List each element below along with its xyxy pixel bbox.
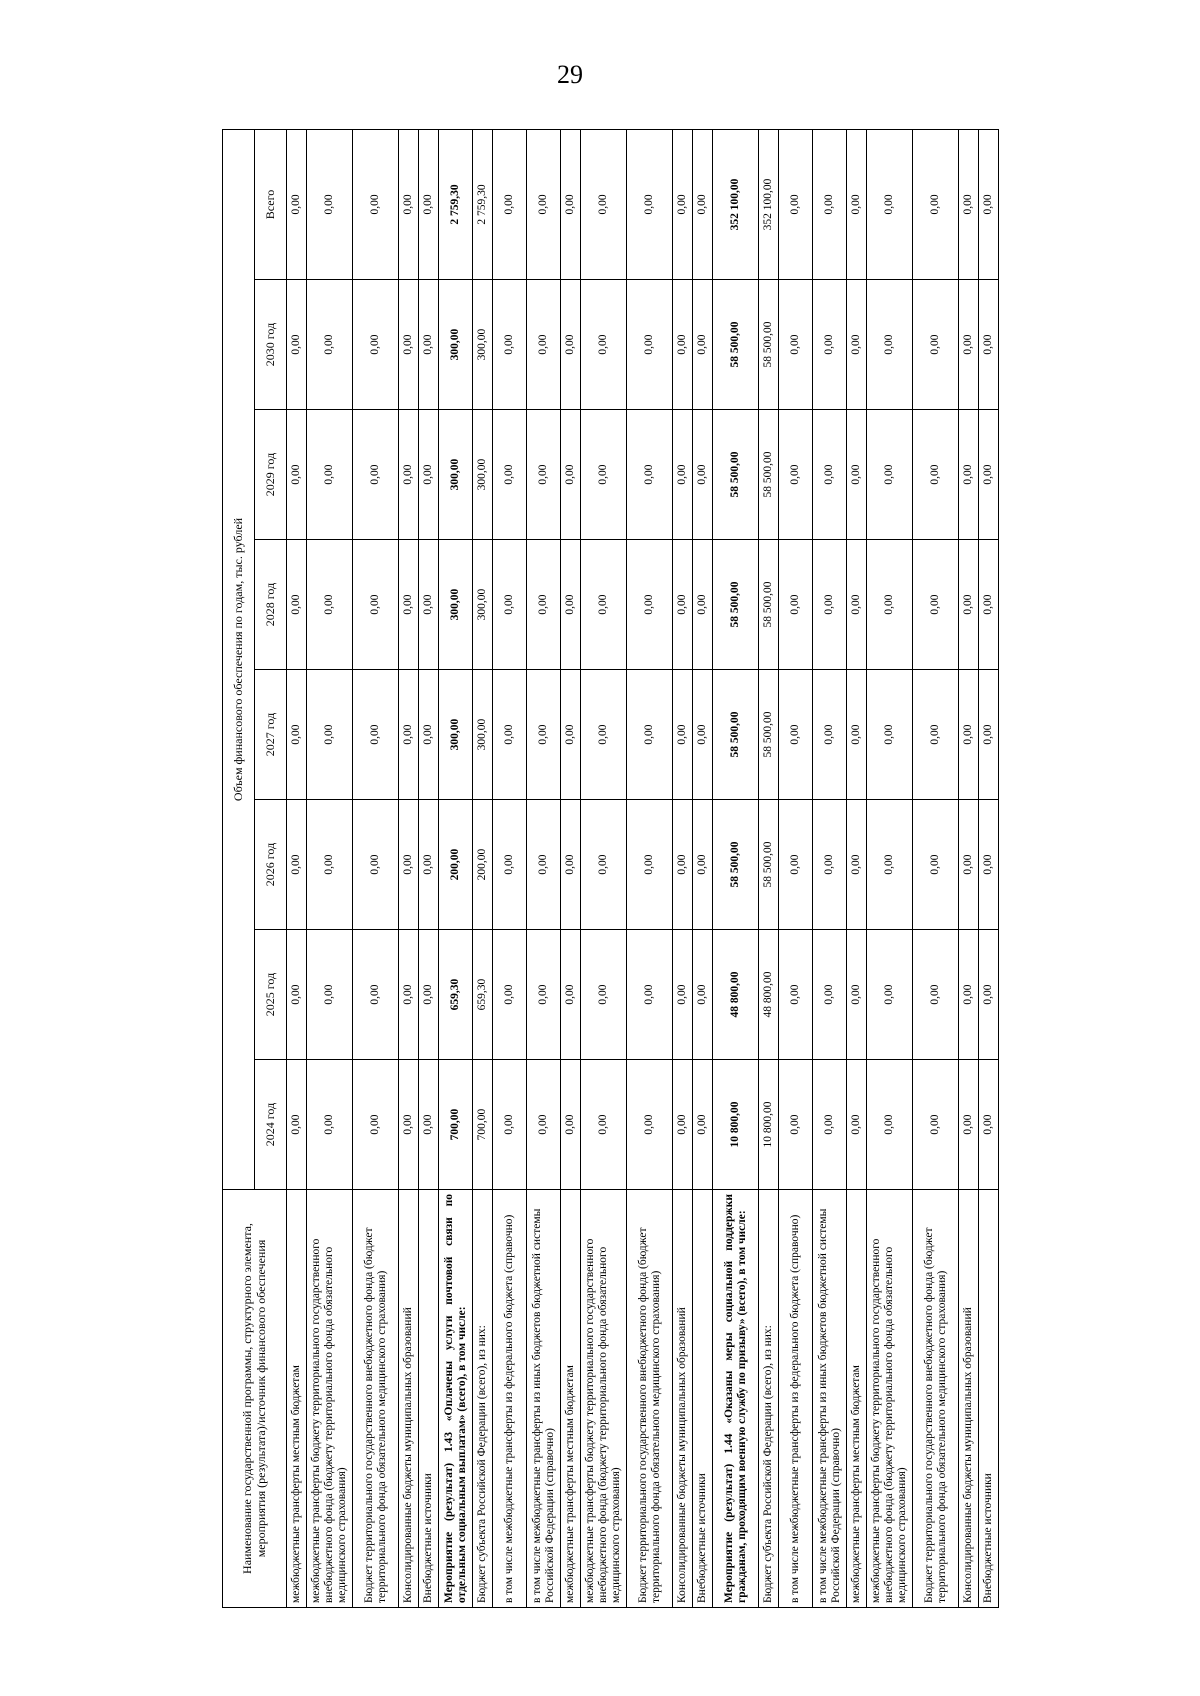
row-value-cell: 300,00 <box>439 670 473 800</box>
row-value-cell: 0,00 <box>419 280 439 410</box>
row-value-cell: 0,00 <box>353 800 399 930</box>
year-header: 2030 год <box>255 280 287 410</box>
row-value-cell: 0,00 <box>287 1060 307 1190</box>
row-value-cell: 0,00 <box>847 930 867 1060</box>
row-value-cell: 0,00 <box>581 930 627 1060</box>
row-value-cell: 0,00 <box>581 670 627 800</box>
row-value-cell: 0,00 <box>979 540 999 670</box>
row-value-cell: 0,00 <box>353 670 399 800</box>
row-value-cell: 58 500,00 <box>713 280 759 410</box>
row-label: межбюджетные трансферты местным бюджетам <box>847 1190 867 1608</box>
table-row <box>867 129 913 1607</box>
row-value-cell: 0,00 <box>867 800 913 930</box>
row-value-cell: 10 800,00 <box>759 1060 779 1190</box>
row-total-cell: 2 759,30 <box>473 129 493 279</box>
year-header: 2025 год <box>255 930 287 1060</box>
row-total-cell: 0,00 <box>673 129 693 279</box>
row-value-cell: 300,00 <box>473 410 493 540</box>
row-label: Бюджет субъекта Российской Федерации (всего), из них: <box>759 1190 779 1608</box>
row-value-cell: 0,00 <box>847 1060 867 1190</box>
row-label: Внебюджетные источники <box>979 1190 999 1608</box>
row-value-cell: 0,00 <box>693 670 713 800</box>
row-value-cell: 0,00 <box>627 1060 673 1190</box>
row-total-cell: 0,00 <box>353 129 399 279</box>
table-row <box>439 129 473 1607</box>
row-value-cell: 0,00 <box>813 410 847 540</box>
row-value-cell: 0,00 <box>287 280 307 410</box>
row-value-cell: 0,00 <box>779 410 813 540</box>
table-row <box>673 129 693 1607</box>
row-value-cell: 0,00 <box>913 540 959 670</box>
row-value-cell: 0,00 <box>493 280 527 410</box>
row-value-cell: 0,00 <box>353 410 399 540</box>
row-value-cell: 0,00 <box>959 410 979 540</box>
row-label: межбюджетные трансферты местным бюджетам <box>287 1190 307 1608</box>
row-value-cell: 0,00 <box>847 280 867 410</box>
row-value-cell: 0,00 <box>527 670 561 800</box>
row-value-cell: 0,00 <box>493 930 527 1060</box>
row-total-cell: 0,00 <box>867 129 913 279</box>
row-value-cell: 58 500,00 <box>759 800 779 930</box>
row-value-cell: 0,00 <box>867 540 913 670</box>
row-value-cell: 0,00 <box>867 930 913 1060</box>
row-value-cell: 0,00 <box>813 670 847 800</box>
row-value-cell: 0,00 <box>979 670 999 800</box>
row-value-cell: 0,00 <box>913 410 959 540</box>
row-value-cell: 0,00 <box>673 930 693 1060</box>
row-label: Консолидированные бюджеты муниципальных образований <box>959 1190 979 1608</box>
row-value-cell: 0,00 <box>353 1060 399 1190</box>
table-row <box>561 129 581 1607</box>
row-total-cell: 0,00 <box>493 129 527 279</box>
row-value-cell: 0,00 <box>353 280 399 410</box>
row-value-cell: 0,00 <box>561 410 581 540</box>
row-total-cell: 0,00 <box>847 129 867 279</box>
row-value-cell: 0,00 <box>673 800 693 930</box>
row-value-cell: 0,00 <box>561 540 581 670</box>
row-value-cell: 0,00 <box>287 800 307 930</box>
row-value-cell: 0,00 <box>581 410 627 540</box>
row-total-cell: 0,00 <box>307 129 353 279</box>
row-value-cell: 0,00 <box>561 670 581 800</box>
row-value-cell: 58 500,00 <box>759 410 779 540</box>
row-total-cell: 0,00 <box>693 129 713 279</box>
row-value-cell: 0,00 <box>581 800 627 930</box>
row-value-cell: 0,00 <box>979 410 999 540</box>
row-value-cell: 0,00 <box>527 280 561 410</box>
rotated-table-container <box>222 130 995 1608</box>
row-value-cell: 300,00 <box>473 670 493 800</box>
row-total-cell: 0,00 <box>979 129 999 279</box>
table-row <box>493 129 527 1607</box>
row-label: межбюджетные трансферты местным бюджетам <box>561 1190 581 1608</box>
row-value-cell: 0,00 <box>867 280 913 410</box>
row-value-cell: 0,00 <box>307 280 353 410</box>
row-total-cell: 2 759,30 <box>439 129 473 279</box>
table-row <box>581 129 627 1607</box>
table-row <box>399 129 419 1607</box>
table-row <box>959 129 979 1607</box>
row-value-cell: 0,00 <box>693 800 713 930</box>
row-value-cell: 0,00 <box>307 410 353 540</box>
table-row <box>527 129 561 1607</box>
row-value-cell: 0,00 <box>527 1060 561 1190</box>
row-value-cell: 0,00 <box>673 670 693 800</box>
row-value-cell: 0,00 <box>959 670 979 800</box>
row-value-cell: 0,00 <box>399 930 419 1060</box>
row-value-cell: 300,00 <box>439 280 473 410</box>
row-value-cell: 0,00 <box>867 410 913 540</box>
table-row <box>353 129 399 1607</box>
row-value-cell: 0,00 <box>399 670 419 800</box>
row-value-cell: 58 500,00 <box>759 280 779 410</box>
table-row <box>979 129 999 1607</box>
table-row <box>759 129 779 1607</box>
row-value-cell: 48 800,00 <box>759 930 779 1060</box>
table-row <box>779 129 813 1607</box>
row-value-cell: 0,00 <box>847 540 867 670</box>
row-total-cell: 0,00 <box>779 129 813 279</box>
row-value-cell: 0,00 <box>419 540 439 670</box>
row-value-cell: 0,00 <box>779 800 813 930</box>
row-value-cell: 0,00 <box>959 800 979 930</box>
row-value-cell: 0,00 <box>813 1060 847 1190</box>
name-column-header: Наименование государственной программы, структурного элемента, мероприятия (результата)/источник финансового обеспечения <box>223 1190 287 1608</box>
row-value-cell: 300,00 <box>439 540 473 670</box>
table-row <box>713 129 759 1607</box>
row-value-cell: 0,00 <box>867 1060 913 1190</box>
row-value-cell: 0,00 <box>979 800 999 930</box>
row-value-cell: 58 500,00 <box>713 410 759 540</box>
row-value-cell: 0,00 <box>627 540 673 670</box>
row-value-cell: 0,00 <box>913 280 959 410</box>
row-value-cell: 0,00 <box>419 930 439 1060</box>
table-row <box>419 129 439 1607</box>
row-value-cell: 0,00 <box>779 930 813 1060</box>
row-value-cell: 58 500,00 <box>759 670 779 800</box>
row-value-cell: 0,00 <box>627 670 673 800</box>
row-value-cell: 0,00 <box>307 930 353 1060</box>
year-header: 2029 год <box>255 410 287 540</box>
row-label: Внебюджетные источники <box>693 1190 713 1608</box>
row-label: межбюджетные трансферты бюджету территориального государственного внебюджетного фонда (бюджету территориального фонда обязательного медицинского страхования) <box>307 1190 353 1608</box>
row-value-cell: 0,00 <box>779 280 813 410</box>
row-value-cell: 0,00 <box>959 280 979 410</box>
row-value-cell: 0,00 <box>307 800 353 930</box>
row-value-cell: 0,00 <box>913 930 959 1060</box>
row-value-cell: 0,00 <box>399 410 419 540</box>
row-value-cell: 0,00 <box>959 1060 979 1190</box>
row-label: Бюджет территориального государственного внебюджетного фонда (бюджет территориального фонда обязательного медицинского страхования) <box>627 1190 673 1608</box>
row-value-cell: 0,00 <box>693 410 713 540</box>
group-header: Объем финансового обеспечения по годам, тыс. рублей <box>223 129 255 1189</box>
row-total-cell: 0,00 <box>561 129 581 279</box>
row-value-cell: 0,00 <box>561 1060 581 1190</box>
row-value-cell: 58 500,00 <box>713 540 759 670</box>
row-value-cell: 0,00 <box>399 1060 419 1190</box>
row-value-cell: 0,00 <box>673 280 693 410</box>
year-header: 2026 год <box>255 800 287 930</box>
row-value-cell: 0,00 <box>581 280 627 410</box>
row-value-cell: 0,00 <box>813 800 847 930</box>
row-value-cell: 58 500,00 <box>713 800 759 930</box>
table-row <box>813 129 847 1607</box>
row-value-cell: 0,00 <box>959 930 979 1060</box>
row-value-cell: 0,00 <box>399 540 419 670</box>
row-value-cell: 659,30 <box>473 930 493 1060</box>
row-value-cell: 0,00 <box>813 280 847 410</box>
row-label: в том числе межбюджетные трансферты из иных бюджетов бюджетной системы Российской Федерации (справочно) <box>813 1190 847 1608</box>
table-row <box>287 129 307 1607</box>
row-value-cell: 0,00 <box>419 1060 439 1190</box>
row-value-cell: 0,00 <box>627 930 673 1060</box>
row-value-cell: 0,00 <box>867 670 913 800</box>
row-value-cell: 0,00 <box>627 410 673 540</box>
row-total-cell: 0,00 <box>287 129 307 279</box>
row-value-cell: 0,00 <box>561 280 581 410</box>
row-value-cell: 0,00 <box>287 930 307 1060</box>
row-total-cell: 0,00 <box>419 129 439 279</box>
row-total-cell: 352 100,00 <box>713 129 759 279</box>
row-value-cell: 10 800,00 <box>713 1060 759 1190</box>
financing-table <box>222 129 999 1608</box>
row-label: Консолидированные бюджеты муниципальных образований <box>673 1190 693 1608</box>
row-value-cell: 0,00 <box>353 540 399 670</box>
row-value-cell: 0,00 <box>419 410 439 540</box>
row-value-cell: 0,00 <box>287 670 307 800</box>
year-header: 2024 год <box>255 1060 287 1190</box>
row-value-cell: 0,00 <box>779 1060 813 1190</box>
row-value-cell: 0,00 <box>979 930 999 1060</box>
row-total-cell: 0,00 <box>399 129 419 279</box>
row-total-cell: 0,00 <box>527 129 561 279</box>
row-value-cell: 0,00 <box>813 540 847 670</box>
row-value-cell: 0,00 <box>527 930 561 1060</box>
header-row-group <box>223 129 255 1607</box>
table-row <box>473 129 493 1607</box>
row-value-cell: 0,00 <box>673 1060 693 1190</box>
year-header: 2028 год <box>255 540 287 670</box>
row-value-cell: 0,00 <box>493 540 527 670</box>
row-value-cell: 0,00 <box>287 540 307 670</box>
row-value-cell: 0,00 <box>979 1060 999 1190</box>
row-value-cell: 0,00 <box>419 670 439 800</box>
row-value-cell: 0,00 <box>847 670 867 800</box>
table-row <box>847 129 867 1607</box>
row-value-cell: 58 500,00 <box>713 670 759 800</box>
row-value-cell: 48 800,00 <box>713 930 759 1060</box>
total-header: Всего <box>255 129 287 279</box>
row-value-cell: 0,00 <box>779 540 813 670</box>
row-value-cell: 0,00 <box>287 410 307 540</box>
row-label: Консолидированные бюджеты муниципальных образований <box>399 1190 419 1608</box>
row-value-cell: 0,00 <box>673 410 693 540</box>
row-value-cell: 0,00 <box>913 670 959 800</box>
row-value-cell: 0,00 <box>561 930 581 1060</box>
row-value-cell: 0,00 <box>581 540 627 670</box>
table-row <box>307 129 353 1607</box>
year-header: 2027 год <box>255 670 287 800</box>
row-value-cell: 0,00 <box>419 800 439 930</box>
row-value-cell: 0,00 <box>673 540 693 670</box>
row-value-cell: 0,00 <box>693 1060 713 1190</box>
row-value-cell: 0,00 <box>561 800 581 930</box>
row-value-cell: 0,00 <box>627 800 673 930</box>
row-value-cell: 0,00 <box>779 670 813 800</box>
row-value-cell: 0,00 <box>353 930 399 1060</box>
row-value-cell: 0,00 <box>693 930 713 1060</box>
row-value-cell: 0,00 <box>527 410 561 540</box>
row-label: Бюджет территориального государственного внебюджетного фонда (бюджет территориального фонда обязательного медицинского страхования) <box>353 1190 399 1608</box>
row-value-cell: 300,00 <box>473 280 493 410</box>
row-value-cell: 0,00 <box>493 1060 527 1190</box>
row-value-cell: 0,00 <box>913 800 959 930</box>
row-value-cell: 0,00 <box>847 410 867 540</box>
row-value-cell: 0,00 <box>693 280 713 410</box>
row-total-cell: 0,00 <box>913 129 959 279</box>
row-value-cell: 700,00 <box>473 1060 493 1190</box>
table-row <box>913 129 959 1607</box>
row-total-cell: 0,00 <box>581 129 627 279</box>
row-value-cell: 0,00 <box>813 930 847 1060</box>
row-value-cell: 0,00 <box>847 800 867 930</box>
row-value-cell: 58 500,00 <box>759 540 779 670</box>
row-value-cell: 0,00 <box>307 1060 353 1190</box>
row-value-cell: 0,00 <box>913 1060 959 1190</box>
row-total-cell: 0,00 <box>959 129 979 279</box>
row-label: Мероприятие (результат) 1.43 «Оплачены услуги почтовой связи по отдельным социальным выплатам» (всего), в том числе: <box>439 1190 473 1608</box>
table-row <box>627 129 673 1607</box>
row-label: в том числе межбюджетные трансферты из федерального бюджета (справочно) <box>779 1190 813 1608</box>
row-value-cell: 0,00 <box>581 1060 627 1190</box>
row-value-cell: 0,00 <box>307 540 353 670</box>
row-value-cell: 0,00 <box>307 670 353 800</box>
table-row <box>693 129 713 1607</box>
row-label: Бюджет территориального государственного внебюджетного фонда (бюджет территориального фонда обязательного медицинского страхования) <box>913 1190 959 1608</box>
row-label: межбюджетные трансферты бюджету территориального государственного внебюджетного фонда (бюджету территориального фонда обязательного медицинского страхования) <box>867 1190 913 1608</box>
page-number: 29 <box>557 60 583 89</box>
row-value-cell: 0,00 <box>493 410 527 540</box>
row-value-cell: 0,00 <box>959 540 979 670</box>
row-label: Бюджет субъекта Российской Федерации (всего), из них: <box>473 1190 493 1608</box>
row-value-cell: 0,00 <box>693 540 713 670</box>
table-body <box>287 129 999 1607</box>
row-label: в том числе межбюджетные трансферты из федерального бюджета (справочно) <box>493 1190 527 1608</box>
row-value-cell: 0,00 <box>527 540 561 670</box>
row-total-cell: 0,00 <box>627 129 673 279</box>
row-label: Внебюджетные источники <box>419 1190 439 1608</box>
row-value-cell: 200,00 <box>473 800 493 930</box>
row-value-cell: 300,00 <box>439 410 473 540</box>
row-total-cell: 352 100,00 <box>759 129 779 279</box>
row-value-cell: 659,30 <box>439 930 473 1060</box>
row-value-cell: 0,00 <box>493 800 527 930</box>
row-value-cell: 700,00 <box>439 1060 473 1190</box>
row-value-cell: 200,00 <box>439 800 473 930</box>
row-label: межбюджетные трансферты бюджету территориального государственного внебюджетного фонда (бюджету территориального фонда обязательного медицинского страхования) <box>581 1190 627 1608</box>
row-label: в том числе межбюджетные трансферты из иных бюджетов бюджетной системы Российской Федерации (справочно) <box>527 1190 561 1608</box>
row-value-cell: 0,00 <box>399 800 419 930</box>
row-value-cell: 300,00 <box>473 540 493 670</box>
row-value-cell: 0,00 <box>399 280 419 410</box>
row-value-cell: 0,00 <box>527 800 561 930</box>
row-value-cell: 0,00 <box>493 670 527 800</box>
row-value-cell: 0,00 <box>979 280 999 410</box>
row-total-cell: 0,00 <box>813 129 847 279</box>
row-value-cell: 0,00 <box>627 280 673 410</box>
row-label: Мероприятие (результат) 1.44 «Оказаны меры социальной поддержки гражданам, проходящим военную службу по призыву» (всего), в том числе: <box>713 1190 759 1608</box>
